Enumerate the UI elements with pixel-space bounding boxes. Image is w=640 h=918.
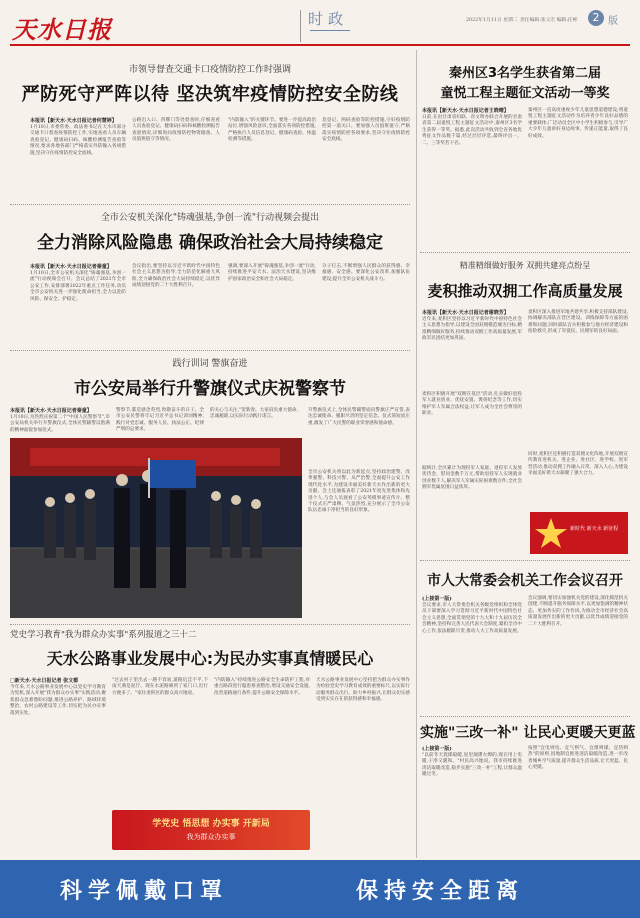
column-divider bbox=[416, 50, 417, 858]
article5-headline-line1: 秦州区3名学生获省第二届 bbox=[448, 66, 602, 81]
divider bbox=[10, 204, 410, 205]
article1-kicker: 市领导督查交通卡口疫情防控工作时强调 bbox=[128, 65, 291, 75]
divider bbox=[10, 624, 410, 625]
article5-col2: 秦州区一直高度重视少年儿童思想道德建设,将童悦工程主题征文活动作为培养青少年良好品德的重要载体,广泛动员全区中小学生积极参与,引导广大少年儿童讲好身边故事、传递正能量,取得了良好成效。 bbox=[528, 108, 628, 139]
article1-col2: 公路出入口、四牌门等处督查时,仔细查看人员查验登记、健康码扫码和核酸检测报告查验情况,详细询问疫情防控物资储备、人员值班值守等情况。 bbox=[132, 118, 220, 143]
banner-text: 学党史 悟思想 办实事 开新局 bbox=[152, 819, 270, 829]
date-line: 2022年1月11日 星期二 bbox=[466, 18, 518, 23]
article1-byline: 本报讯【新天水·天水日报记者何慧婷】 bbox=[30, 118, 117, 124]
section-underline bbox=[310, 30, 350, 34]
article6-col4: 麦积区深入推进军地共建共享,积极支持部队建设,协调解决部队在营区建设、训练保障等方面的困难和问题,同时部队官兵积极参与地方经济建设和抢险救灾,形成了军爱民、民拥军的良好局面。 bbox=[528, 310, 628, 335]
photo-illustration bbox=[10, 438, 302, 618]
article8-col2: 按照"宜电则电、宜气则气、宜煤则煤、宜热则热"的原则,因地制宜推进清洁取暖改造,进一步改善城乡空气质量,提升群众生活品质,让天更蓝、民心更暖。 bbox=[528, 746, 628, 771]
page-suffix: 版 bbox=[608, 16, 618, 27]
masthead-divider bbox=[300, 10, 301, 42]
article4-byline: □新天水·天水日报记者 张文都 bbox=[10, 678, 79, 684]
article4-col1 bbox=[10, 678, 106, 855]
article4-col1-text: 今年来,天水公路事业发展中心以党史学习教育为契机,深入开展"我为群众办实事"实践活动,聚焦群众急难愁盼问题,推进公路养护、路域环境整治、农村公路建设等工作,切实把为民办实事落到实处。 bbox=[10, 685, 106, 716]
article1-headline: 严防死守严阵以待 坚决筑牢疫情防控安全防线 bbox=[21, 84, 399, 105]
article5-byline: 本报讯【新天水·天水日报记者王晓晴】 bbox=[422, 108, 509, 114]
article2-col3: 强调,要深入开展"铸魂强基,争创一流"行动,持续推进平安天水、法治天水建设,坚决维护国家政治安全和社会大局稳定。 bbox=[228, 264, 316, 282]
article4-kicker: 党史学习教育"我为群众办实事"系列报道之三十二 bbox=[10, 630, 197, 640]
article6-headline: 麦积推动双拥工作高质量发展 bbox=[427, 282, 623, 300]
article1-col4: 息登记、两码查验等防控措施,守好疫情防控第一道关口。要加强人员值班值守,严格落实疫情防控各项要求,坚决守住疫情防控安全底线。 bbox=[322, 118, 410, 143]
article6-col1 bbox=[422, 310, 522, 387]
article1-col3: "内防输入"的关键环节。要进一步提高政治站位,增强风险意识,全面落实各项防控措施,严格执行人员信息登记、健康码查验、体温检测等措施。 bbox=[228, 118, 316, 143]
banner-subtext: 我为群众办实事 bbox=[186, 833, 236, 841]
article8-col1-text: "以前冬天烧煤取暖,屋里烟熏火燎的,现在用上电暖,干净又暖和。"村民高兴地说。我市持续推进清洁取暖改造,稳步实施"三改一补"工程,让群众温暖过冬。 bbox=[422, 753, 522, 778]
party-history-banner bbox=[112, 810, 310, 850]
article8-byline: (上接第一版) bbox=[422, 746, 452, 752]
article6-col5: 同时,麦积区还积极打造双拥文化阵地,开展双拥宣传教育进机关、进企业、进社区、进学校、进军营活动,推动双拥工作融入日常、深入人心,为建设幸福美好新天水凝聚了强大合力。 bbox=[528, 452, 628, 477]
article7-col2: 会议强调,要切实加强机关党的建设,深化模范机关创建,不断提升服务保障水平,以更加饱满的精神状态、更加务实的工作作风,为推动全市经济社会高质量发展作出新的更大贡献,以优异成绩迎接党的二十大胜利召开。 bbox=[528, 596, 628, 627]
editor-line: 责任编辑:张义宏 编辑:任彬 bbox=[520, 18, 578, 23]
article4-col2: "过去村子里出去一趟不容易,道路坑洼不平,下雨天满是泥泞。现在水泥路修到了家门口,出行方便多了。"家住麦积区的群众高兴地说。 bbox=[112, 678, 208, 696]
article6-byline: 本报讯【新天水·天水日报记者谢晓芳】 bbox=[422, 310, 509, 316]
divider bbox=[10, 350, 410, 351]
article2-headline: 全力消除风险隐患 确保政治社会大局持续稳定 bbox=[37, 233, 383, 253]
article7-col1-text: 会议要求,市人大常委会机关各级党组织和全体党员干部要深入学习贯彻习近平新时代中国特色社会主义思想,全面贯彻党的十九大和十九届历次全会精神,坚持和完善人民代表大会制度,紧扣全市中心工作,依法履职尽责,推动人大工作高质量发展。 bbox=[422, 603, 522, 634]
divider bbox=[420, 252, 630, 253]
article2-kicker: 全市公安机关深化"铸魂强基,争创一流"行动视频会提出 bbox=[100, 213, 320, 223]
article1-col1-text: 1月10日,市委常委、政法委书记在天水市部分交通卡口督查疫情防控工作,实地查看人员车辆查验登记、健康码扫码、核酸检测报告查验等情况,要求各地各部门严格落实外防输入各项措施,坚决守住疫情防控安全底线。 bbox=[30, 125, 126, 156]
ad-text: 新时代 新天水 新征程 bbox=[570, 526, 619, 532]
newspaper-name: 天水日报 bbox=[12, 15, 112, 44]
article5-col1 bbox=[422, 108, 522, 245]
article6-col2: 麦积区积极开展"双拥在基层"活动,扎实做好退役军人就业创业、优抚安置、褒扬纪念等工作,切实维护军人军属合法权益,让军人成为全社会尊崇的职业。 bbox=[422, 392, 522, 417]
article3-col1-text: 1月10日,为热烈庆祝第二个"中国人民警察节",市公安局机关举行升警旗仪式,全体民警辅警以饱满的精神面貌参加仪式。 bbox=[10, 415, 110, 433]
article3-col2: 警察节,都是感念英烈,致敬奋斗的日子。全市公安民警将牢记习近平总书记训词精神,践行对党忠诚、服务人民、执法公正、纪律严明的总要求。 bbox=[116, 408, 204, 433]
article4-col3: "内防输入"持续推进公路安全生命防护工程,对重点路段进行隐患排查整治,增设交通安全设施,改善道路通行条件,提升公路安全保障水平。 bbox=[214, 678, 310, 696]
article3-col4: 升警旗仪式上,全体民警辅警面向警旗庄严宣誓,表达忠诚使命、履职尽责的坚定信念。仪式简短而庄重,激发了广大民警的职业荣誉感和使命感。 bbox=[308, 408, 410, 426]
article7-col1 bbox=[422, 596, 522, 711]
article3-col1 bbox=[10, 408, 110, 433]
advertisement-box bbox=[530, 512, 628, 554]
flag-raising-photo bbox=[10, 438, 302, 618]
article5-headline-line2: 童悦工程主题征文活动一等奖 bbox=[440, 86, 610, 101]
divider bbox=[420, 560, 630, 561]
page-number-badge: 2 bbox=[588, 10, 604, 26]
article7-byline: (上接第一版) bbox=[422, 596, 452, 602]
article6-col3: 据统计,全区累计为现役军人家庭、退役军人发放优待金、慰问金数千万元,帮助退役军人实现就业创业数千人,解决军人军属实际困难数百件,全社会拥军优属氛围日益浓厚。 bbox=[422, 466, 522, 491]
footer-right-slogan: 保持安全距离 bbox=[356, 879, 525, 904]
article1-col1 bbox=[30, 118, 126, 195]
article3-byline: 本报讯【新天水·天水日报记者秦童】 bbox=[10, 408, 92, 414]
article2-col4: 分子打击,不断增强人民群众的获得感、幸福感、安全感。要深化公安改革,加强队伍建设,提升全市公安机关战斗力。 bbox=[322, 264, 410, 282]
article3-col5: 全市公安机关将以此为新起点,坚持政治建警、改革强警、科技兴警、从严治警,全面提升公安工作现代化水平,为建设幸福美好新天水作出新的更大贡献。会上还通报表彰了2021年度先进集体和先进个人,与会人员观看了公安英模事迹宣传片。整个仪式庄严肃穆、气氛热烈,充分展示了全市公安队伍忠诚干净担当的良好形象。 bbox=[308, 470, 410, 514]
footer-banner bbox=[0, 860, 640, 918]
masthead-rule bbox=[10, 44, 630, 46]
article7-headline: 市人大常委会机关工作会议召开 bbox=[427, 573, 623, 589]
article6-col1-text: 近年来,麦积区坚持以习近平新时代中国特色社会主义思想为指导,以建设全国双拥模范城为目标,精准精细做好服务,持续推动双拥工作高质量发展,军政军民团结更加巩固。 bbox=[422, 317, 522, 342]
article3-kicker: 践行训词 警旗奋进 bbox=[172, 359, 248, 369]
article2-col1 bbox=[30, 264, 126, 343]
article2-col2: 会议指出,要坚持以习近平新时代中国特色社会主义思想为指导,全力防范化解重大风险,全力确保政治社会大局持续稳定,以优异成绩迎接党的二十大胜利召开。 bbox=[132, 264, 220, 289]
section-title-char1: 时 bbox=[308, 10, 324, 28]
article8-headline: 实施"三改一补" 让民心更暖天更蓝 bbox=[420, 725, 636, 741]
article4-headline: 天水公路事业发展中心:为民办实事真情暖民心 bbox=[46, 649, 374, 668]
article6-kicker: 精准精细做好服务 双拥共建亮点纷呈 bbox=[459, 261, 591, 270]
article4-col4: 天水公路事业发展中心坚持把为群众办实事作为检验党史学习教育成效的重要标尺,以实际行动服务群众出行、助力乡村振兴,让群众切实感受到实实在在的获得感和幸福感。 bbox=[316, 678, 410, 703]
article8-col1 bbox=[422, 746, 522, 853]
divider bbox=[420, 716, 630, 717]
footer-left-slogan: 科学佩戴口罩 bbox=[60, 879, 229, 904]
article2-byline: 本报讯【新天水·天水日报记者秦童】 bbox=[30, 264, 112, 270]
article3-headline: 市公安局举行升警旗仪式庆祝警察节 bbox=[74, 379, 346, 399]
article3-col3: 的关心与关注,"贺新春。大家肩负重大使命,忠诚履职,以实际行动践行诺言。 bbox=[210, 408, 298, 420]
article2-col1-text: 1月10日,全市公安机关深化"铸魂强基,争创一流"行动视频会召开。会议总结了2021年全市公安工作,安排部署2022年重点工作任务,动员全市公安机关进一步强化使命担当,全力以赴防风险、保安全、护稳定。 bbox=[30, 271, 126, 302]
masthead bbox=[10, 6, 630, 48]
article5-col1-text: 日前,在由甘肃省妇联、省文明办联合开展的甘肃省第二届童悦工程主题征文活动中,秦州区3名学生获得一等奖。据悉,此次活动共收到全省各地优秀征文作品数千篇,经过层层评选,最终评出一、二、三等奖若干名。 bbox=[422, 115, 522, 146]
star-icon bbox=[534, 516, 568, 550]
section-title-char2: 政 bbox=[328, 10, 344, 28]
